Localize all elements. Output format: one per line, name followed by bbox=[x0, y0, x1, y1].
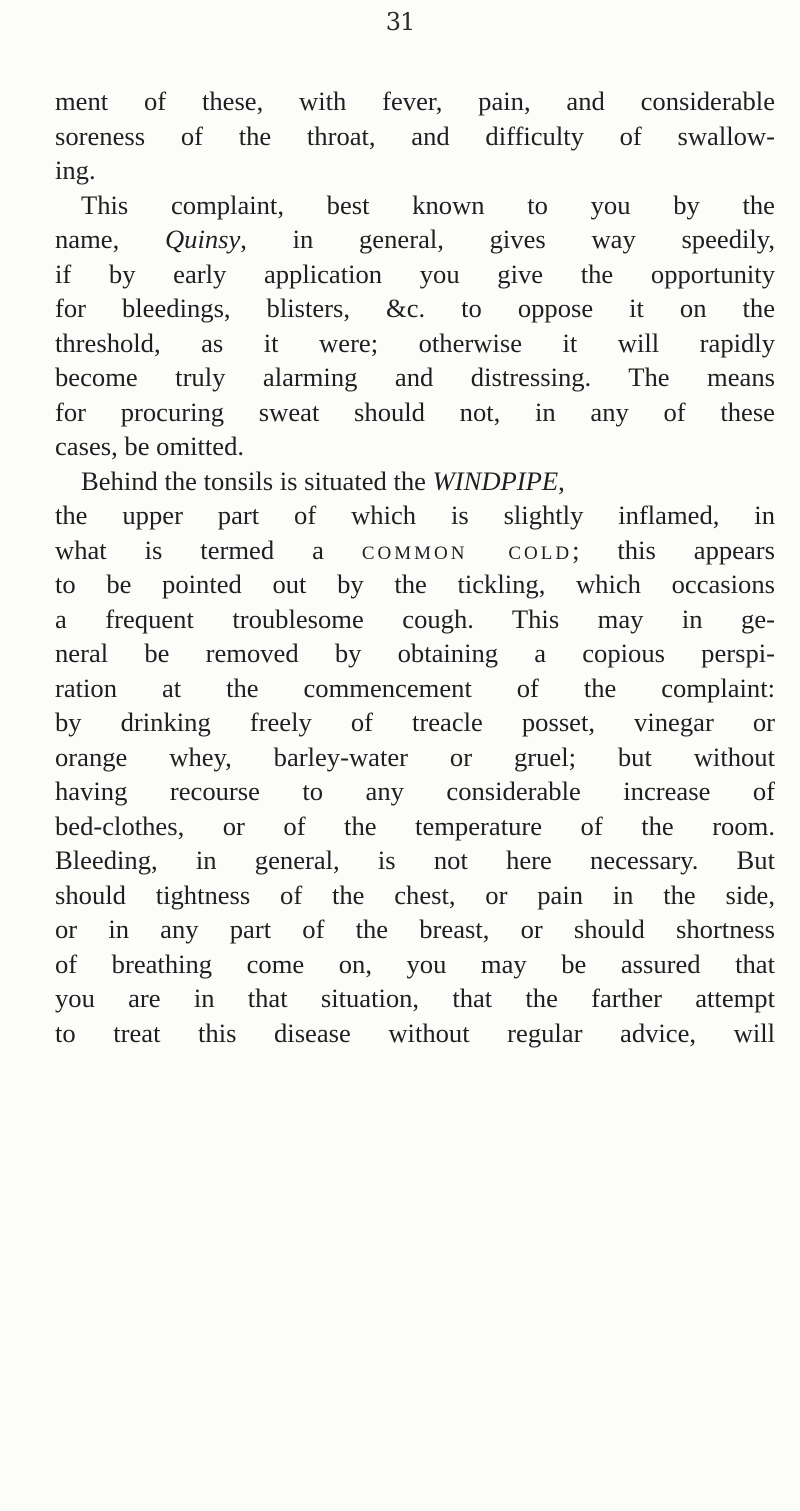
text-line: orange whey, barley-water or gruel; but without bbox=[55, 741, 775, 772]
text-segment: ; this appears bbox=[572, 534, 775, 565]
text-line: to treat this disease without regular advice, will bbox=[55, 1017, 775, 1048]
text-line: by drinking freely of treacle posset, vinegar or bbox=[55, 707, 775, 737]
text-line: ing. bbox=[55, 155, 96, 185]
body-text bbox=[55, 84, 775, 1050]
text-line: soreness of the throat, and difficulty of swallow- bbox=[55, 120, 775, 151]
text-line: become truly alarming and distressing. The means bbox=[55, 362, 775, 392]
text-line: the upper part of which is slightly inflamed, in bbox=[55, 500, 775, 530]
text-line: ment of these, with fever, pain, and considerable bbox=[55, 86, 775, 116]
text-line: of breathing come on, you may be assured that bbox=[55, 948, 775, 979]
text-line: you are in that situation, that the farther attempt bbox=[55, 983, 775, 1013]
text-line: should tightness of the chest, or pain in the side, bbox=[55, 879, 775, 910]
text-line: or in any part of the breast, or should shortness bbox=[55, 914, 775, 944]
text-line: Bleeding, in general, is not here necessary. But bbox=[55, 845, 775, 875]
text-line-common-cold bbox=[55, 533, 775, 568]
text-segment: name, bbox=[55, 224, 165, 254]
text-line: to be pointed out by the tickling, which occasions bbox=[55, 569, 775, 599]
windpipe-term: WINDPIPE bbox=[432, 465, 559, 496]
quinsy-term: Quinsy bbox=[164, 224, 241, 254]
text-line: having recourse to any considerable increase of bbox=[55, 776, 775, 806]
text-line: for bleedings, blisters, &c. to oppose it on the bbox=[55, 293, 775, 323]
text-line-quinsy bbox=[55, 222, 775, 257]
text-line: for procuring sweat should not, in any of these bbox=[55, 396, 775, 427]
text-segment: , bbox=[558, 465, 565, 496]
text-line: if by early application you give the opportunity bbox=[55, 258, 775, 289]
page-number: 31 bbox=[385, 8, 415, 36]
text-segment: Behind the tonsils is situated the bbox=[81, 465, 433, 496]
text-line: bed-clothes, or of the temperature of the room. bbox=[55, 810, 775, 841]
text-line: This complaint, best known to you by the bbox=[81, 189, 775, 220]
text-line: a frequent troublesome cough. This may in ge- bbox=[55, 603, 775, 634]
text-segment: what is termed a bbox=[55, 534, 362, 565]
text-line: ration at the commencement of the complaint: bbox=[55, 672, 775, 703]
text-segment: , in general, gives way speedily, bbox=[240, 224, 775, 254]
common-cold-term: common cold bbox=[361, 534, 573, 565]
text-line: cases, be omitted. bbox=[55, 431, 245, 461]
text-line: threshold, as it were; otherwise it will rapidly bbox=[55, 327, 775, 358]
text-line: neral be removed by obtaining a copious perspi- bbox=[55, 638, 775, 668]
text-line-windpipe bbox=[55, 464, 775, 499]
